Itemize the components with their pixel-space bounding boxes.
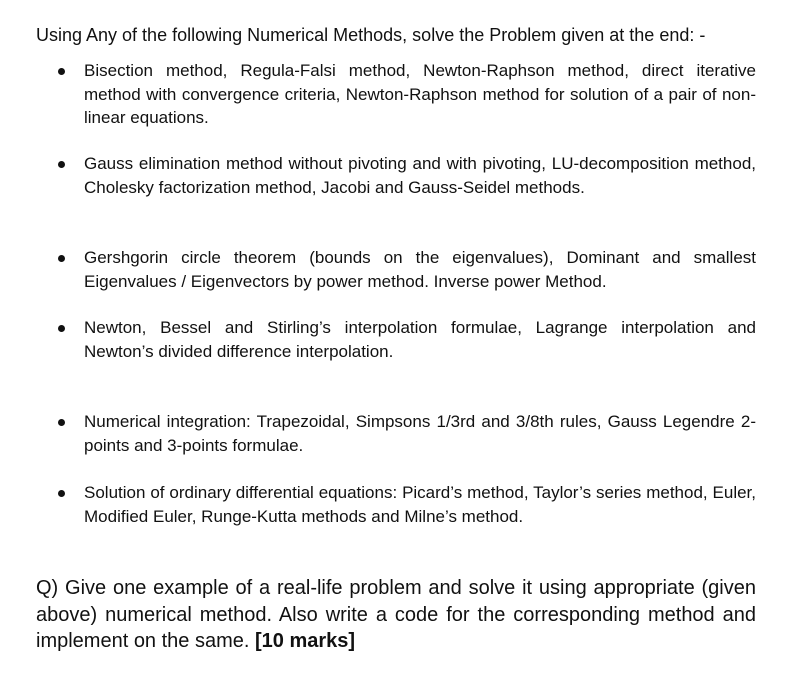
list-item [84, 481, 756, 528]
list-item [84, 152, 756, 199]
list-item [84, 316, 756, 363]
list-item [84, 59, 756, 130]
bullet-icon [58, 325, 65, 332]
bullet-icon [58, 255, 65, 262]
list-item-text: Gauss elimination method without pivoting and with pivoting, LU-decomposition method, Cholesky factorization method, Jacobi and Gauss-Seidel methods. [84, 154, 756, 197]
bullet-icon [58, 419, 65, 426]
marks-label: [10 marks] [255, 630, 356, 652]
intro-text: Using Any of the following Numerical Methods, solve the Problem given at the end: - [36, 25, 706, 45]
list-item [84, 246, 756, 293]
question-text: Q) Give one example of a real-life problem and solve it using appropriate (given above) numerical method. Also write a code for the corresponding method and implement on the same. [36, 577, 756, 652]
list-item-text: Newton, Bessel and Stirling’s interpolation formulae, Lagrange interpolation and Newton’s divided difference interpolation. [84, 318, 756, 361]
list-item-text: Solution of ordinary differential equations: Picard’s method, Taylor’s series method, Euler, Modified Euler, Runge-Kutta methods and Milne’s method. [84, 483, 756, 526]
bullet-icon [58, 68, 65, 75]
bullet-icon [58, 490, 65, 497]
bullet-icon [58, 161, 65, 168]
list-item-text: Numerical integration: Trapezoidal, Simpsons 1/3rd and 3/8th rules, Gauss Legendre 2- points and 3-points formulae. [84, 412, 756, 455]
list-item [84, 410, 756, 457]
list-item-text: Gershgorin circle theorem (bounds on the eigenvalues), Dominant and smallest Eigenvalues / Eigenvectors by power method. Inverse power Method. [84, 248, 756, 291]
question-paragraph [36, 575, 756, 655]
list-item-text: Bisection method, Regula-Falsi method, Newton-Raphson method, direct iterative method with convergence criteria, Newton-Raphson method for solution of a pair of non-linear equations. [84, 61, 756, 127]
